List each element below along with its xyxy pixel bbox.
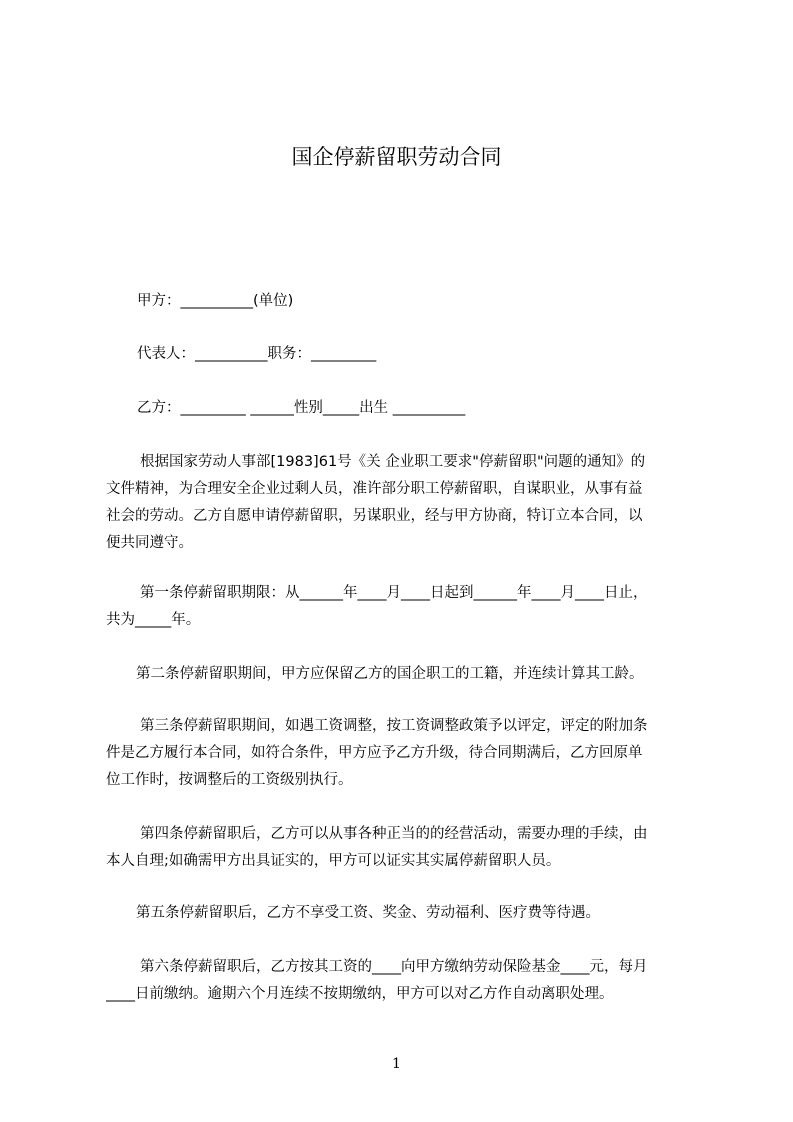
document-title: 国企停薪留职劳动合同 xyxy=(291,145,502,169)
preamble-paragraph xyxy=(106,449,700,557)
article-line: ____日前缴纳。逾期六个月连续不按期缴纳，甲方可以对乙方作自动离职处理。 xyxy=(106,986,614,1002)
preamble-line: 文件精神，为合理安全企业过剩人员，准许部分职工停薪留职，自谋职业，从事有益 xyxy=(106,481,643,497)
article-line: 第一条停薪留职期限：从______年____月____日起到______年____月____日止， xyxy=(140,585,648,601)
preamble-line: 根据国家劳动人事部[1983]61号《关 企业职工要求"停薪留职"问题的通知》的 xyxy=(140,454,646,470)
preamble-line: 便共同遵守。 xyxy=(106,535,193,551)
article-line: 第二条停薪留职期间，甲方应保留乙方的国企职工的工籍，并连续计算其工龄。 xyxy=(136,666,644,682)
article-3-paragraph xyxy=(106,713,700,794)
article-6-paragraph xyxy=(106,954,700,1008)
article-line: 位工作时，按调整后的工资级别执行。 xyxy=(106,772,353,788)
article-line: 第三条停薪留职期间，如遇工资调整，按工资调整政策予以评定，评定的附加条 xyxy=(140,718,648,734)
page-number: 1 xyxy=(392,1056,401,1072)
preamble-line: 社会的劳动。乙方自愿申请停薪留职，另谋职业，经与甲方协商，特订立本合同，以 xyxy=(106,508,643,524)
article-1-paragraph xyxy=(106,580,700,634)
article-line: 第六条停薪留职后，乙方按其工资的____向甲方缴纳劳动保险基金____元，每月 xyxy=(140,959,648,975)
article-2-paragraph xyxy=(106,661,700,688)
article-line: 件是乙方履行本合同，如符合条件，甲方应予乙方升级，待合同期满后，乙方回原单 xyxy=(106,745,643,761)
party-b-line: 乙方：_________ ______性别_____出生 __________ xyxy=(137,400,466,416)
article-line: 本人自理;如确需甲方出具证实的，甲方可以证实其实属停薪留职人员。 xyxy=(106,853,561,869)
article-line: 共为_____年。 xyxy=(106,612,201,628)
article-5-paragraph xyxy=(106,900,700,927)
article-line: 第四条停薪留职后，乙方可以从事各种正当的的经营活动，需要办理的手续，由 xyxy=(140,826,648,842)
article-4-paragraph xyxy=(106,821,700,875)
article-line: 第五条停薪留职后，乙方不享受工资、奖金、劳动福利、医疗费等待遇。 xyxy=(136,905,600,921)
party-a-line: 甲方：__________(单位) xyxy=(137,293,294,309)
representative-line: 代表人：__________职务：_________ xyxy=(137,346,377,362)
